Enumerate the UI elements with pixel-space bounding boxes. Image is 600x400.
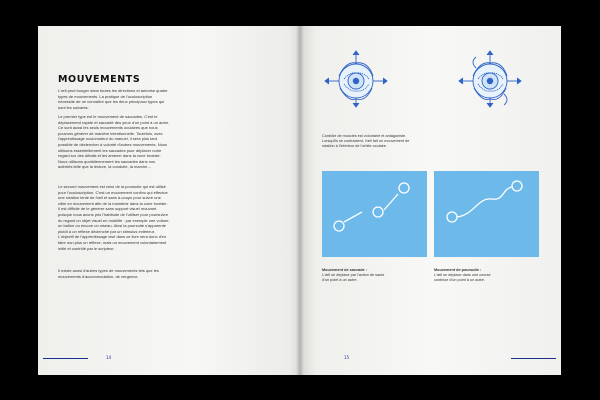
body-paragraph-saccades: Le premier type est le mouvement de saccades. C'est le déplacement rapide et saccadé des yeux d'un point à un autre. Ce sont aussi les seuls mouvements oculaires que nous pouvons générer de manière intentionnelle. Toutefois, avec l'apprentissage oculomoteur du manuel, il sera plus tard possible de déclencher à volonté d'autres mouvements. Nous utilisons essentiellement les saccades pour déplacer notre regard sur des détails et les amener dans la zone fovéale. Nous utilisons quotidiennement les saccades dans nos activités telle que la lecture, la conduite, la marche…: [58, 114, 170, 170]
saccade-caption: [322, 268, 392, 282]
right-page: [300, 26, 561, 375]
saccade-caption-title: Mouvement de saccade :: [322, 268, 367, 272]
eye-rotation-diagram: [456, 48, 524, 108]
poursuite-caption-title: Mouvement de poursuite :: [434, 268, 482, 272]
page-number: 15: [344, 355, 350, 360]
saccade-panel: [322, 171, 427, 257]
section-heading: MOUVEMENTS: [58, 74, 141, 85]
saccade-caption-body: L'œil se déplace par l'action de sauts d'un point à un autre.: [322, 272, 385, 282]
body-paragraph-other: Il existe aussi d'autres types de mouvements tels que les mouvements d'accommodation, de vergence.: [58, 268, 159, 279]
body-paragraph-poursuite: Le second mouvement est celui de la poursuite qui est utilisé pour l'oculoscription. C'est un mouvement continu qui effectue une rotation lente de l'œil et sans à-coups pour suivre une cible en mouvement afin de la maintenir dans la zone fovéale. Il est difficile de le générer sans support visuel mouvant puisque nous avons pris l'habitude de l'utiliser pour poursuivre du regard un objet visuel en mobilité : par exemple une voiture, un ballon ou encore un oiseau. Ainsi la poursuite s'apparente plutôt à un réflexe déclenché par un stimulus extérieur. L'objectif de l'apprentissage visé dans ce livre sera donc d'en faire non plus un réflexe, mais un mouvement volontairement initié et contrôlé par le scripteur.: [58, 184, 170, 251]
spine-shadow: [296, 26, 304, 375]
right-footer: [300, 357, 561, 361]
diagram-caption: Contrôle de muscles est volontaire et antagoniste. Lorsqu'ils se contractent, l'œil fait un mouvement de rotation à l'intérieur de l'orbite oculaire.: [322, 134, 410, 148]
poursuite-panel: [434, 171, 539, 257]
poursuite-caption: [434, 268, 504, 282]
saccade-illustration: [322, 171, 427, 257]
page-number: 14: [106, 355, 112, 360]
magazine-spread: [38, 26, 561, 375]
left-footer: [38, 357, 158, 361]
poursuite-illustration: [434, 171, 539, 257]
footer-rule: [511, 358, 556, 359]
left-page: [38, 26, 300, 375]
poursuite-caption-body: L'œil se déplace dans une course continue d'un point à un autre.: [434, 272, 491, 282]
body-paragraph-intro: L'œil peut bouger dans toutes les directions et autorise quatre types de mouvements. La pratique de l'oculoscription nécessite de ne connaître que les deux principaux types qui sont les suivants.: [58, 88, 168, 110]
footer-rule: [43, 358, 88, 359]
eye-muscles-diagram: [322, 48, 390, 108]
